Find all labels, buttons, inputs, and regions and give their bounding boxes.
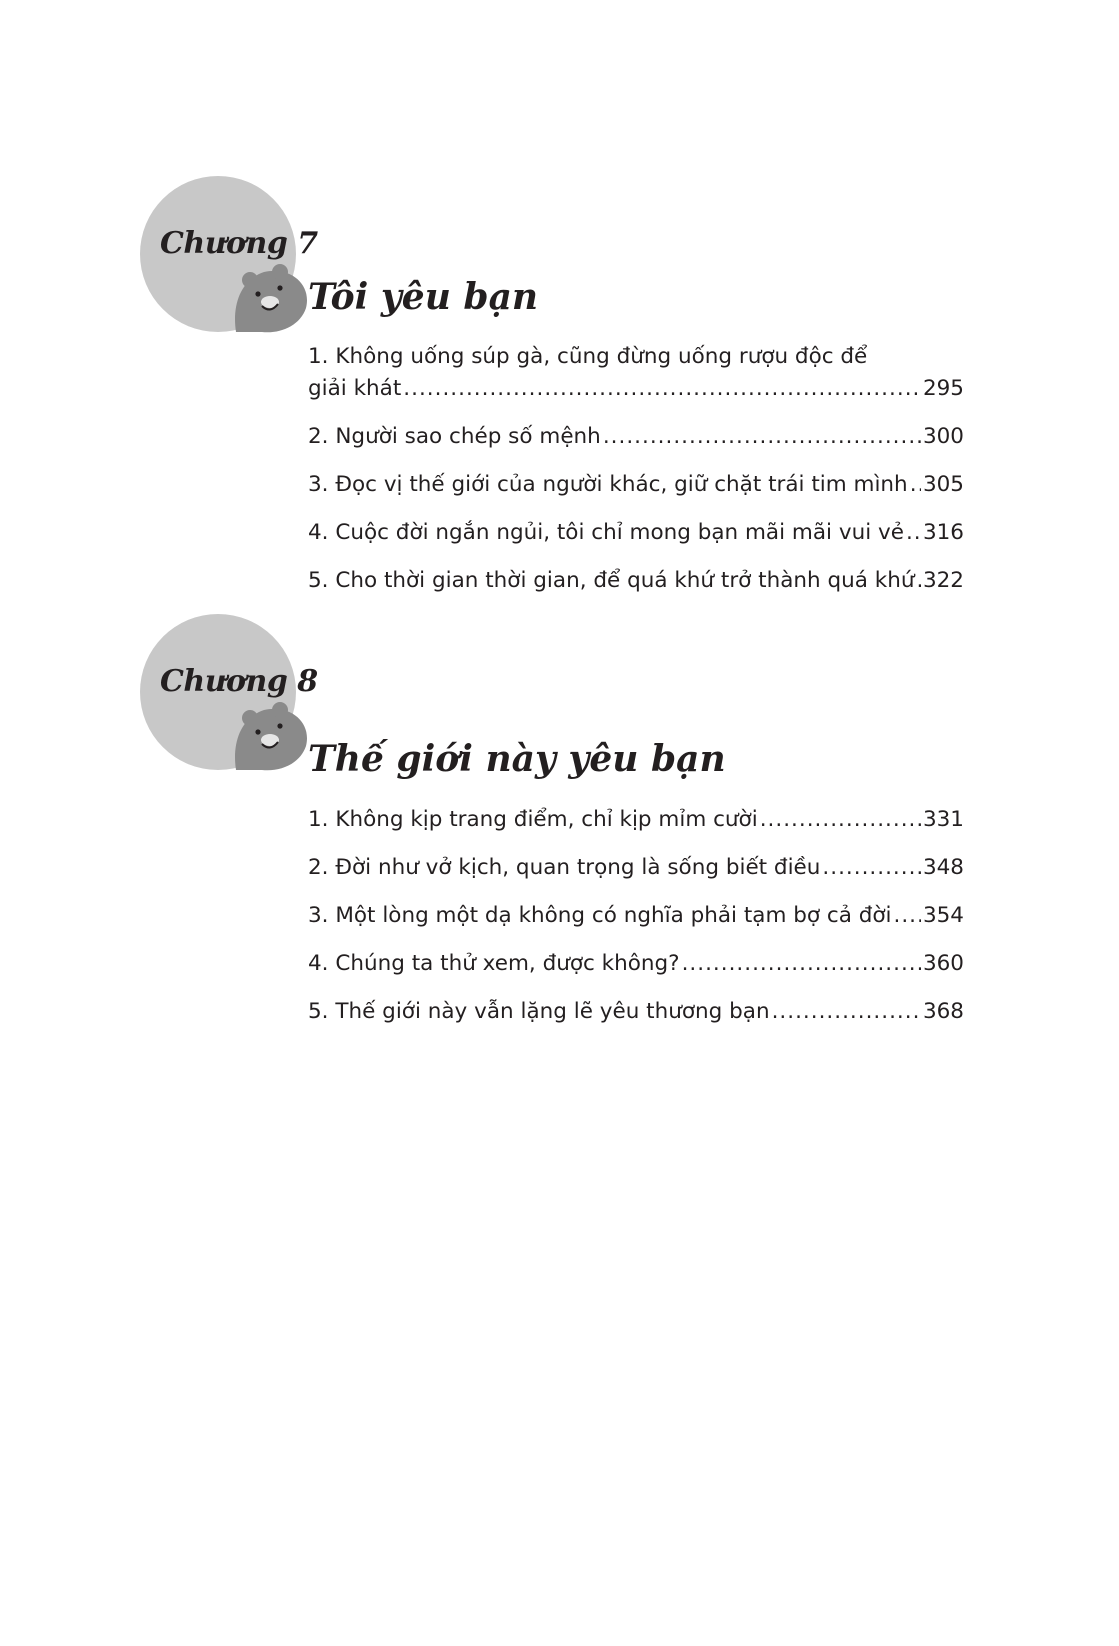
toc-page-number: 348 xyxy=(922,855,964,880)
toc-entry-title: 3. Một lòng một dạ không có nghĩa phải tạm bợ cả đời xyxy=(308,903,892,928)
toc-entry-title: 2. Đời như vở kịch, quan trọng là sống biết điều xyxy=(308,855,821,880)
dot-leader xyxy=(822,852,921,884)
toc-entry[interactable] xyxy=(308,948,964,980)
toc-page-number: 295 xyxy=(922,376,964,401)
toc-entry[interactable] xyxy=(308,565,964,597)
toc-entry[interactable] xyxy=(308,341,964,405)
toc-entry[interactable] xyxy=(308,517,964,549)
toc-page-number: 354 xyxy=(922,903,964,928)
toc-entry-title-line1: 1. Không uống súp gà, cũng đừng uống rượu độc để xyxy=(308,344,868,369)
toc-page-number: 331 xyxy=(922,807,964,832)
chapter-title: Thế giới này yêu bạn xyxy=(308,738,726,780)
toc-page-number: 316 xyxy=(922,520,964,545)
toc-entry[interactable] xyxy=(308,469,964,501)
toc-entry-title: 3. Đọc vị thế giới của người khác, giữ chặt trái tim mình xyxy=(308,472,908,497)
dot-leader xyxy=(682,948,921,980)
toc-entry[interactable] xyxy=(308,996,964,1028)
toc-entry-title: 5. Thế giới này vẫn lặng lẽ yêu thương bạn xyxy=(308,999,770,1024)
toc-entry[interactable] xyxy=(308,900,964,932)
chapter-label: Chương 7 xyxy=(160,226,318,261)
toc-list xyxy=(308,341,964,613)
toc-entry[interactable] xyxy=(308,852,964,884)
toc-entry[interactable] xyxy=(308,804,964,836)
dot-leader xyxy=(603,421,921,453)
toc-entry-title: 1. Không kịp trang điểm, chỉ kịp mỉm cười xyxy=(308,807,758,832)
chapter-title: Tôi yêu bạn xyxy=(308,276,539,318)
dot-leader xyxy=(760,804,921,836)
toc-page-number: 368 xyxy=(922,999,964,1024)
dot-leader xyxy=(916,565,921,597)
toc-list xyxy=(308,804,964,1044)
toc-entry-title: 2. Người sao chép số mệnh xyxy=(308,424,601,449)
toc-page-number: 300 xyxy=(922,424,964,449)
toc-entry[interactable] xyxy=(308,421,964,453)
dot-leader xyxy=(403,373,921,405)
toc-entry-title: 5. Cho thời gian thời gian, để quá khứ trở thành quá khứ xyxy=(308,568,915,593)
toc-entry-title: 4. Cuộc đời ngắn ngủi, tôi chỉ mong bạn mãi mãi vui vẻ xyxy=(308,520,904,545)
dot-leader xyxy=(893,900,920,932)
toc-entry-title: 4. Chúng ta thử xem, được không? xyxy=(308,951,680,976)
dot-leader xyxy=(910,469,921,501)
toc-entry-title: giải khát xyxy=(308,376,402,401)
toc-page-number: 322 xyxy=(922,568,964,593)
chapter-label: Chương 8 xyxy=(160,664,318,699)
toc-page-number: 305 xyxy=(922,472,964,497)
dot-leader xyxy=(906,517,921,549)
dot-leader xyxy=(772,996,921,1028)
toc-page-number: 360 xyxy=(922,951,964,976)
